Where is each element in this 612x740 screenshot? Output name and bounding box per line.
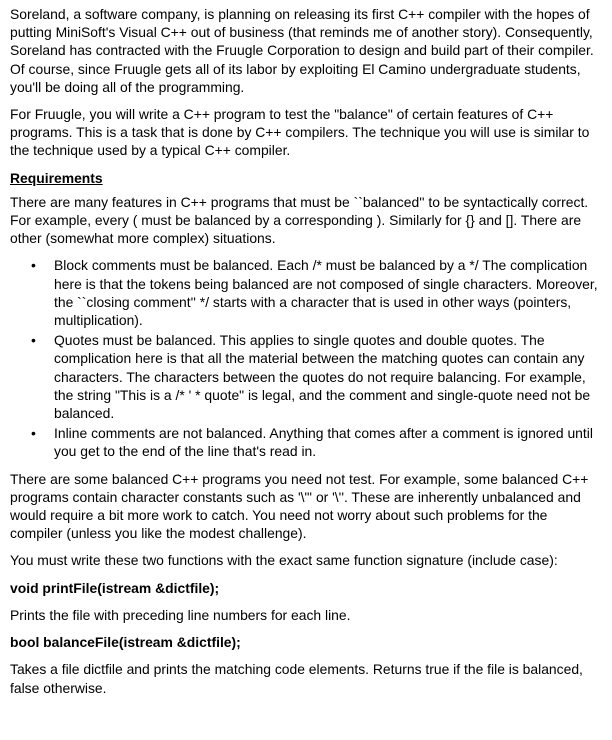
bullet-item-block-comments: • Block comments must be balanced. Each /* must be balanced by a */ The complication here is that the tokens being balanced are not composed of single characters. Moreover, the ``closing comment'' */ starts with a character that is used in other ways (pointers, multiplication). [54,256,600,329]
function-signature-balancefile: bool balanceFile(istream &dictfile); [10,634,241,651]
requirements-bullet-list [10,256,600,460]
bullet-item-inline-comments: • Inline comments are not balanced. Anything that comes after a comment is ignored until you get to the end of the line that's read in. [54,424,600,460]
requirements-paragraph-3: You must write these two functions with the exact same function signature (include case): [10,552,558,569]
requirements-paragraph-2: There are some balanced C++ programs you need not test. For example, some balanced C++ programs contain character constants such as '\"' or '\''. These are inherently unbalanced and would require a bit more work to catch. You need not worry about such problems for the compiler (unless you like the modest challenge). [10,470,589,542]
requirements-heading: Requirements [10,169,103,186]
intro-paragraph-1: Soreland, a software company, is planning on releasing its first C++ compiler with the hopes of putting MiniSoft's Visual C++ out of business (that reminds me of another story). Consequently, Soreland has contracted with the Fruugle Corporation to design and build part of their compiler. Of course, since Fruugle gets all of its labor by exploiting El Camino undergraduate students, you'll be doing all of the programming. [10,6,594,95]
function-description-balancefile: Takes a file dictfile and prints the matching code elements. Returns true if the file is balanced, false otherwise. [10,661,583,696]
bullet-item-quotes: • Quotes must be balanced. This applies to single quotes and double quotes. The complication here is that all the material between the matching quotes can contain any characters. The characters between the quotes do not require balancing. For example, the string "This is a /* ' * quote" is legal, and the comment and single-quote need not be balanced. [54,331,600,422]
function-description-printfile: Prints the file with preceding line numbers for each line. [10,606,351,623]
function-signature-printfile: void printFile(istream &dictfile); [10,579,220,596]
requirements-paragraph-1: There are many features in C++ programs that must be ``balanced'' to be syntactically correct. For example, every ( must be balanced by a corresponding ). Similarly for {} and []. There are other (somewhat more complex) situations. [10,193,589,247]
intro-paragraph-2: For Fruugle, you will write a C++ program to test the "balance" of certain features of C++ programs. This is a task that is done by C++ compilers. The technique you will use is similar to the technique used by a typical C++ compiler. [10,106,590,159]
